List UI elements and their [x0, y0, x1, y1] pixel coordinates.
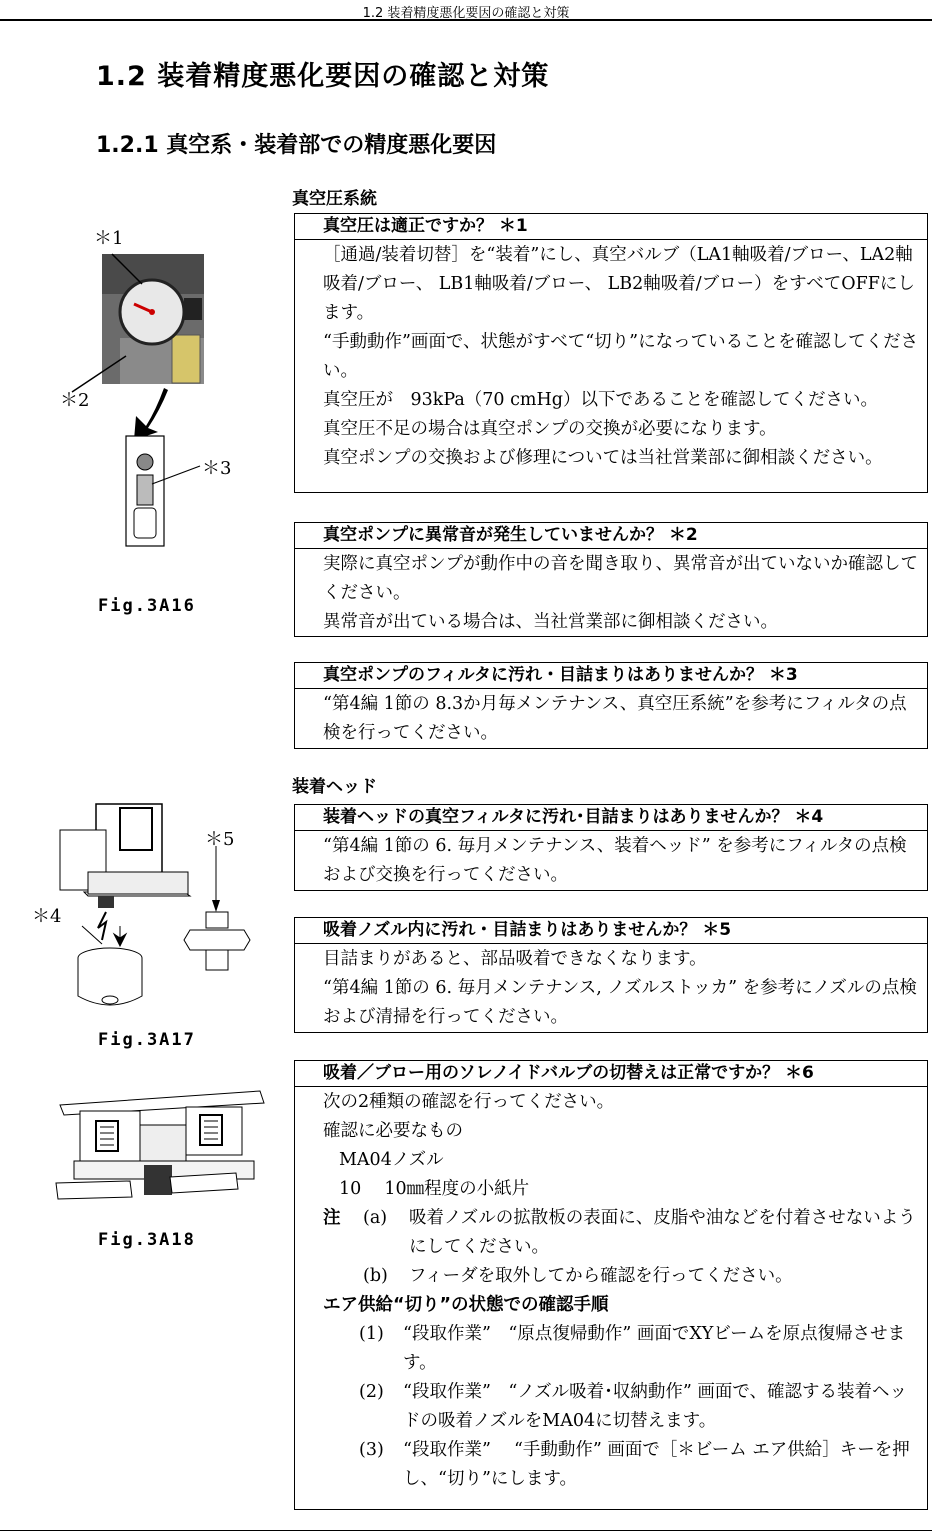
q6-step-2-num: (2): [359, 1382, 384, 1402]
mounting-head-label: 装着ヘッド: [292, 777, 377, 797]
question-box-1: [294, 213, 928, 493]
q6-step-3: [323, 1436, 921, 1494]
vacuum-gauge-photo: [60, 240, 240, 560]
solenoid-valve-drawing: [50, 1085, 270, 1215]
q3-line-1: “第4編 1節の 8.3か月毎メンテナンス、真空圧系統”を参考にフィルタの点検を行ってください。: [323, 694, 907, 743]
q6-need-item-1: MA04ノズル: [339, 1150, 444, 1170]
marker-1: ＊1: [94, 228, 124, 249]
vacuum-system-label: 真空圧系統: [292, 189, 377, 209]
question-title-3: 真空ポンプのフィルタに汚れ・目詰まりはありませんか？ ＊3: [295, 663, 927, 689]
q6-note-a-text: 吸着ノズルの拡散板の表面に、皮脂や油などを付着させないようにしてください。: [409, 1208, 916, 1257]
q6-step-2-text: “段取作業” “ノズル吸着･収納動作” 画面で、確認する装着ヘッドの吸着ノズルをMA04に切替えます。: [403, 1382, 908, 1431]
q1-line-3: 真空圧が 93kPa（70 cmHg）以下であることを確認してください。: [323, 390, 878, 410]
q6-note-a: [323, 1204, 921, 1262]
q5-line-2: “第4編 1節の 6. 毎月メンテナンス, ノズルストッカ” を参考にノズルの点検および清掃を行ってください。: [323, 978, 917, 1027]
q1-line-2: “手動動作”画面で、状態がすべて“切り”になっていることを確認してください。: [323, 332, 919, 381]
q1-line-1: ［通過/装着切替］を“装着”にし、真空バルブ（LA1軸吸着/ブロー、LA2軸吸着/ブロー、 LB1軸吸着/ブロー、 LB2軸吸着/ブロー）をすべてOFFにします。: [323, 245, 915, 323]
question-title-5: 吸着ノズル内に汚れ・目詰まりはありませんか？ ＊5: [295, 918, 927, 944]
header-rule: [0, 19, 932, 21]
section-title: 1.2.1 真空系・装着部での精度悪化要因: [96, 133, 497, 158]
question-title-4: 装着ヘッドの真空フィルタに汚れ･目詰まりはありませんか？ ＊4: [295, 805, 927, 831]
q1-line-5: 真空ポンプの交換および修理については当社営業部に御相談ください。: [323, 448, 883, 468]
q5-line-1: 目詰まりがあると、部品吸着できなくなります。: [323, 949, 707, 969]
running-header: 1.2 装着精度悪化要因の確認と対策: [362, 6, 570, 21]
q6-intro: 次の2種類の確認を行ってください。: [323, 1092, 615, 1112]
nozzle-filter-drawing: [40, 800, 260, 1020]
q6-note-a-mark: (a): [363, 1208, 388, 1228]
q6-need-label: 確認に必要なもの: [323, 1121, 463, 1141]
q6-procedure-title: エア供給“切り”の状態での確認手順: [323, 1295, 609, 1315]
figure-caption-3a17: Fig.3A17: [98, 1030, 196, 1050]
question-box-6: [294, 1060, 928, 1510]
q4-line-1: “第4編 1節の 6. 毎月メンテナンス、装着ヘッド” を参考にフィルタの点検および交換を行ってください。: [323, 836, 907, 885]
q6-step-1: [323, 1320, 921, 1378]
question-box-5: [294, 917, 928, 1033]
q6-step-1-text: “段取作業” “原点復帰動作” 画面でXYビームを原点復帰させます。: [403, 1324, 906, 1373]
q6-note-b: [323, 1262, 921, 1291]
q6-step-3-num: (3): [359, 1440, 384, 1460]
question-box-4: [294, 804, 928, 891]
q2-line-2: 異常音が出ている場合は、当社営業部に御相談ください。: [323, 612, 778, 632]
q6-note-label: 注: [323, 1208, 341, 1228]
q6-note-b-mark: (b): [363, 1266, 388, 1286]
page-title: 1.2 装着精度悪化要因の確認と対策: [96, 61, 550, 92]
q2-line-1: 実際に真空ポンプが動作中の音を聞き取り、異常音が出ていないか確認してください。: [323, 554, 918, 603]
q6-note-b-text: フィーダを取外してから確認を行ってください。: [409, 1266, 793, 1286]
q6-step-2: [323, 1378, 921, 1436]
footer-rule: [0, 1530, 932, 1531]
marker-2: ＊2: [60, 390, 90, 411]
marker-5: ＊5: [205, 829, 235, 850]
q1-line-4: 真空圧不足の場合は真空ポンプの交換が必要になります。: [323, 419, 777, 439]
marker-3: ＊3: [202, 458, 232, 479]
question-box-3: [294, 662, 928, 749]
question-title-6: 吸着／ブロー用のソレノイドバルブの切替えは正常ですか？ ＊6: [295, 1061, 927, 1087]
figure-caption-3a16: Fig.3A16: [98, 596, 196, 616]
question-box-2: [294, 522, 928, 637]
q6-step-3-text: “段取作業” “手動動作” 画面で［＊ビーム エア供給］キーを押し、“切り”にします。: [403, 1440, 910, 1489]
marker-4: ＊4: [32, 906, 62, 927]
q6-need-item-2: 10 10㎜程度の小紙片: [339, 1179, 530, 1199]
q6-step-1-num: (1): [359, 1324, 384, 1344]
figure-caption-3a18: Fig.3A18: [98, 1230, 196, 1250]
question-title-1: 真空圧は適正ですか？ ＊1: [295, 214, 927, 240]
question-title-2: 真空ポンプに異常音が発生していませんか？ ＊2: [295, 523, 927, 549]
